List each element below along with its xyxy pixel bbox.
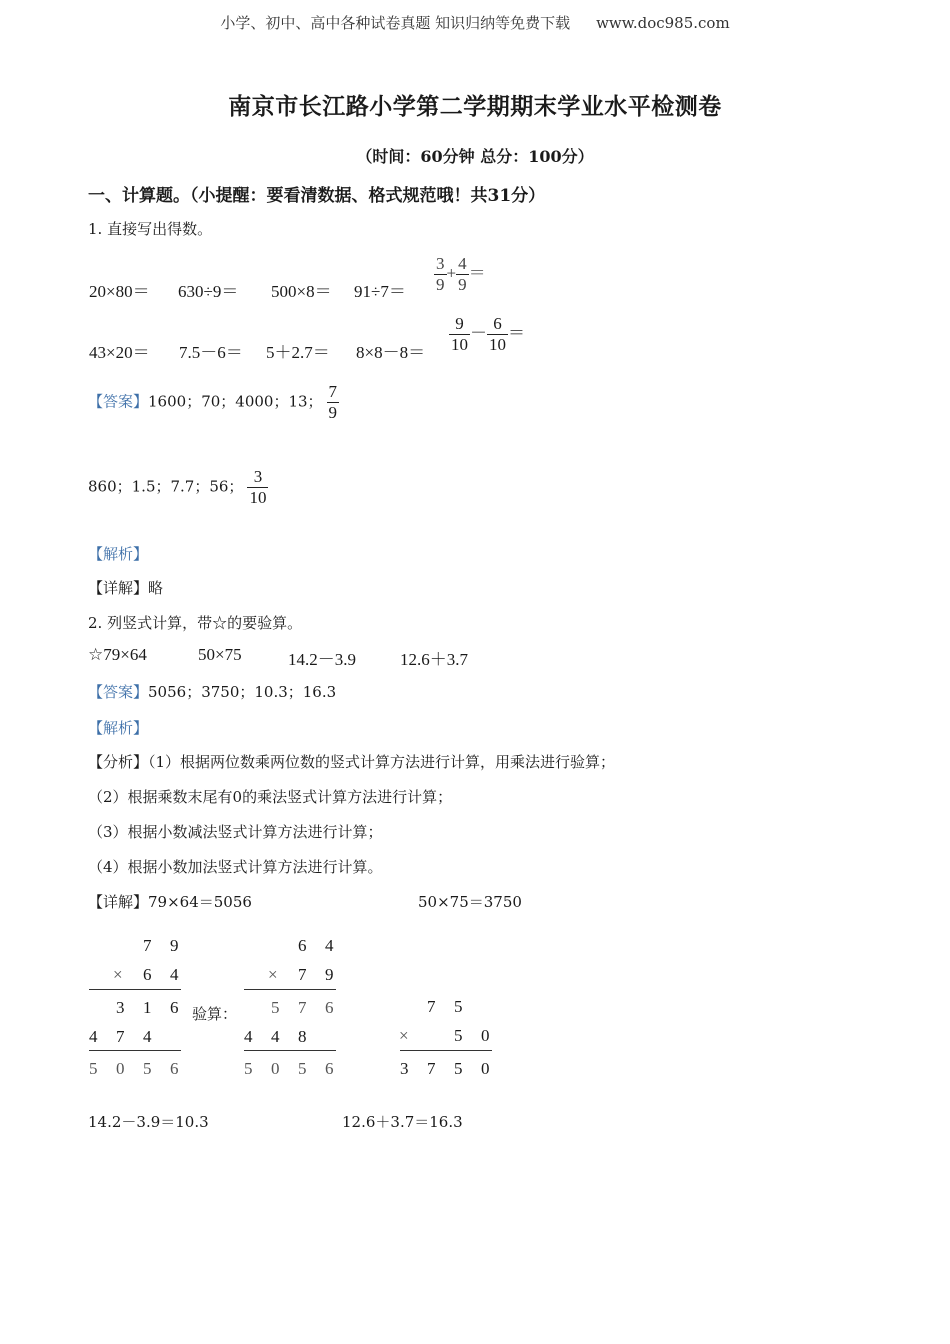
fraction-numerator: 7	[328, 382, 338, 401]
digit: 0	[481, 1059, 490, 1078]
q2-analysis-line-1	[88, 751, 615, 772]
q1-analysis-tag: 【解析】	[88, 545, 149, 563]
fraction	[247, 467, 268, 508]
digit: 6	[298, 936, 307, 955]
digit: 6	[170, 998, 179, 1017]
digit: 5	[271, 998, 280, 1017]
page-subtitle: （时间：60分钟 总分：100分）	[356, 147, 594, 166]
fraction-numerator: 9	[449, 314, 470, 335]
digit: 7	[427, 997, 436, 1016]
digit: 3	[116, 998, 125, 1017]
fraction	[434, 254, 447, 295]
fraction-denominator: 9	[436, 275, 445, 294]
q1-item-3: 500×8＝	[271, 282, 332, 301]
multiply-sign: ×	[113, 965, 123, 984]
q2-detail	[88, 891, 252, 912]
detail-eq-1: 79×64＝5056	[148, 893, 252, 911]
verify-label: 验算：	[192, 1005, 238, 1023]
fraction-numerator: 3	[247, 467, 268, 488]
q2-analysis-line-4: （4）根据小数加法竖式计算方法进行计算。	[88, 858, 383, 876]
answer-text: 860；1.5；7.7；56；	[88, 477, 244, 496]
digit: 6	[325, 1059, 334, 1078]
multiply-sign: ×	[399, 1026, 409, 1045]
digit: 7	[298, 965, 307, 984]
digit: 4	[143, 1027, 152, 1046]
analysis-text: （1）根据两位数乘两位数的竖式计算方法进行计算，用乘法进行验算；	[148, 753, 616, 771]
q1-item-10	[449, 314, 525, 355]
q2-problem-4: 12.6＋3.7	[400, 650, 468, 669]
digit: 4	[170, 965, 179, 984]
q2-analysis-line-2: （2）根据乘数末尾有0的乘法竖式计算方法进行计算；	[88, 788, 453, 806]
digit: 5	[298, 1059, 307, 1078]
divider-line	[89, 1050, 181, 1051]
digit: 5	[454, 1059, 463, 1078]
fraction-denominator: 10	[489, 335, 506, 354]
digit: 7	[427, 1059, 436, 1078]
q2-answer	[88, 681, 336, 702]
multiply-sign: ×	[268, 965, 278, 984]
section-heading: 一、计算题。（小提醒：要看清数据、格式规范哦！共31分）	[88, 186, 546, 206]
q2-analysis-tag: 【解析】	[88, 719, 149, 737]
q2-problem-1: ☆79×64	[88, 645, 147, 664]
operator: +	[446, 263, 457, 283]
divider-line	[89, 989, 181, 990]
fraction-denominator: 10	[249, 488, 267, 507]
digit: 6	[170, 1059, 179, 1078]
answer-text: 5056；3750；10.3；16.3	[148, 683, 337, 701]
q1-item-5	[434, 254, 486, 295]
digit: 9	[170, 936, 179, 955]
detail-tag: 【详解】	[88, 579, 149, 597]
question-2-label: 2. 列竖式计算，带☆的要验算。	[88, 614, 303, 632]
digit: 4	[89, 1027, 98, 1046]
fraction-denominator: 9	[328, 403, 338, 422]
fraction	[449, 314, 470, 355]
q2-detail-eq-2: 50×75＝3750	[418, 893, 522, 911]
page-title: 南京市长江路小学第二学期期末学业水平检测卷	[228, 93, 722, 120]
digit: 4	[325, 936, 334, 955]
digit: 8	[298, 1027, 307, 1046]
q1-item-4: 91÷7＝	[354, 282, 406, 301]
q2-analysis-line-3: （3）根据小数减法竖式计算方法进行计算；	[88, 823, 383, 841]
q2-problem-3: 14.2－3.9	[288, 650, 356, 669]
fraction	[456, 254, 469, 295]
q2-eq-4: 12.6＋3.7＝16.3	[342, 1113, 463, 1131]
digit: 0	[116, 1059, 125, 1078]
digit: 5	[244, 1059, 253, 1078]
q1-item-6: 43×20＝	[89, 343, 150, 362]
q1-item-2: 630÷9＝	[178, 282, 239, 301]
equals-sign: ＝	[508, 323, 525, 343]
divider-line	[244, 989, 336, 990]
q1-answer-line-2	[88, 467, 268, 508]
digit: 1	[143, 998, 152, 1017]
digit: 3	[400, 1059, 409, 1078]
digit: 6	[325, 998, 334, 1017]
digit: 5	[89, 1059, 98, 1078]
digit: 0	[481, 1026, 490, 1045]
divider-line	[400, 1050, 492, 1051]
question-1-label: 1. 直接写出得数。	[88, 220, 213, 238]
header-text: 小学、初中、高中各种试卷真题 知识归纳等免费下载	[220, 14, 571, 32]
digit: 5	[454, 997, 463, 1016]
q1-item-1: 20×80＝	[89, 282, 150, 301]
q1-item-8: 5＋2.7＝	[266, 343, 330, 362]
operator: －	[470, 323, 487, 343]
q1-detail	[88, 577, 163, 598]
divider-line	[244, 1050, 336, 1051]
digit: 0	[271, 1059, 280, 1078]
header-site-link[interactable]: www.doc985.com	[596, 14, 730, 32]
page-header	[0, 12, 950, 33]
detail-text: 略	[148, 579, 164, 597]
answer-text: 1600；70；4000；13；	[148, 392, 323, 411]
answer-tag: 【答案】	[88, 683, 149, 701]
digit: 9	[325, 965, 334, 984]
digit: 6	[143, 965, 152, 984]
q2-eq-3: 14.2－3.9＝10.3	[88, 1113, 209, 1131]
digit: 5	[143, 1059, 152, 1078]
equals-sign: ＝	[468, 263, 486, 283]
analysis-head: 【分析】	[88, 753, 149, 771]
digit: 7	[298, 998, 307, 1017]
q1-answer	[88, 382, 339, 423]
fraction-numerator: 6	[487, 314, 508, 335]
fraction	[487, 314, 508, 355]
q2-problem-2: 50×75	[198, 645, 242, 664]
digit: 7	[143, 936, 152, 955]
detail-tag: 【详解】	[88, 893, 149, 911]
digit: 4	[244, 1027, 253, 1046]
fraction	[327, 382, 340, 423]
digit: 7	[116, 1027, 125, 1046]
q1-item-9: 8×8－8＝	[356, 343, 426, 362]
digit: 4	[271, 1027, 280, 1046]
digit: 5	[454, 1026, 463, 1045]
fraction-denominator: 9	[458, 275, 467, 294]
q1-item-7: 7.5－6＝	[179, 343, 243, 362]
fraction-numerator: 4	[458, 254, 467, 273]
answer-tag: 【答案】	[88, 392, 149, 411]
fraction-denominator: 10	[451, 335, 468, 354]
fraction-numerator: 3	[436, 254, 445, 273]
